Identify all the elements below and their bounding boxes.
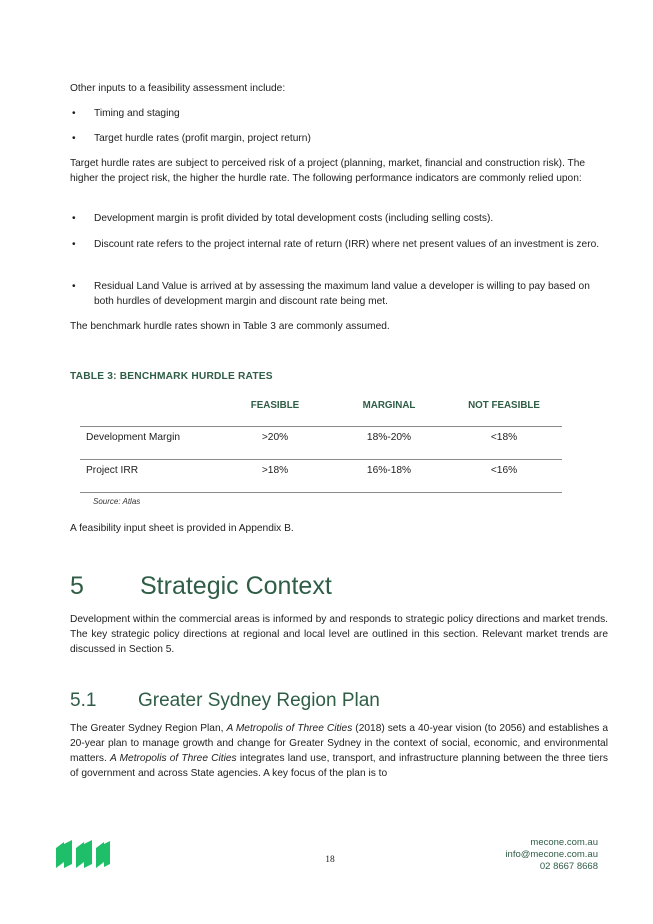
bullet-icon: • xyxy=(72,281,76,292)
mecone-logo-icon xyxy=(50,836,114,870)
list-item: • Residual Land Value is arrived at by assessing the maximum land value a developer is willing to pay based on both hurdles of development margin and discount rate being met. xyxy=(72,281,590,307)
section-number: 5 xyxy=(70,572,84,600)
table-cell: >18% xyxy=(261,465,289,476)
table-header-feasible: FEASIBLE xyxy=(250,400,300,411)
table-rule xyxy=(80,459,562,460)
list-item: • Discount rate refers to the project internal rate of return (IRR) where net present values of an investment is zero. xyxy=(72,239,600,250)
table-source: Source: Atlas xyxy=(93,497,141,506)
section-title: Strategic Context xyxy=(140,572,332,600)
table-cell: 16%-18% xyxy=(366,465,412,476)
bullet-icon: • xyxy=(72,213,76,224)
table-header-marginal: MARGINAL xyxy=(362,400,416,411)
bullet-icon: • xyxy=(72,239,76,250)
table-cell: <18% xyxy=(490,432,518,443)
subsection-paragraph: The Greater Sydney Region Plan, A Metropolis of Three Cities (2018) sets a 40-year vision (to 2056) and establishes a 20-year plan to manage growth and change for Greater Sydney in the context of social, economic, and environmental matters. A Metropolis of Three Cities integrates land use, transport, and infrastructure planning between the three tiers of government and across State agencies. A key focus of the plan is to xyxy=(70,723,608,779)
table-rule xyxy=(80,426,562,427)
table-cell: >20% xyxy=(261,432,289,443)
list-item: • Timing and staging xyxy=(72,108,180,119)
table-rule xyxy=(80,492,562,493)
table-title: TABLE 3: BENCHMARK HURDLE RATES xyxy=(70,371,273,382)
intro-text: Other inputs to a feasibility assessment include: xyxy=(70,83,286,94)
footer-website: mecone.com.au xyxy=(530,837,598,848)
bullet-icon: • xyxy=(72,133,76,144)
table-cell: <16% xyxy=(490,465,518,476)
table-cell: 18%-20% xyxy=(366,432,412,443)
section-heading xyxy=(70,572,332,601)
appendix-sentence: A feasibility input sheet is provided in Appendix B. xyxy=(70,523,294,534)
table-header-not-feasible: NOT FEASIBLE xyxy=(468,400,540,411)
bullet-icon: • xyxy=(72,108,76,119)
list-item: • Target hurdle rates (profit margin, project return) xyxy=(72,133,311,144)
table-row-label: Development Margin xyxy=(86,432,180,443)
subsection-heading xyxy=(70,690,380,712)
subsection-number: 5.1 xyxy=(70,690,97,711)
subsection-title: Greater Sydney Region Plan xyxy=(138,690,380,711)
footer-email: info@mecone.com.au xyxy=(505,849,598,860)
footer-phone: 02 8667 8668 xyxy=(539,861,598,872)
hurdle-paragraph: Target hurdle rates are subject to perceived risk of a project (planning, market, financial and construction risk). The higher the project risk, the higher the hurdle rate. The following performance indicators are commonly relied upon: xyxy=(70,158,586,184)
table-row-label: Project IRR xyxy=(86,465,139,476)
page-number: 18 xyxy=(325,855,335,865)
section-paragraph: Development within the commercial areas is informed by and responds to strategic policy directions and market trends. The key strategic policy directions at regional and local level are outlined in this section. Relevant market trends are discussed in Section 5. xyxy=(70,614,608,655)
list-item: • Development margin is profit divided by total development costs (including selling costs). xyxy=(72,213,494,224)
benchmark-sentence: The benchmark hurdle rates shown in Table 3 are commonly assumed. xyxy=(70,321,390,332)
